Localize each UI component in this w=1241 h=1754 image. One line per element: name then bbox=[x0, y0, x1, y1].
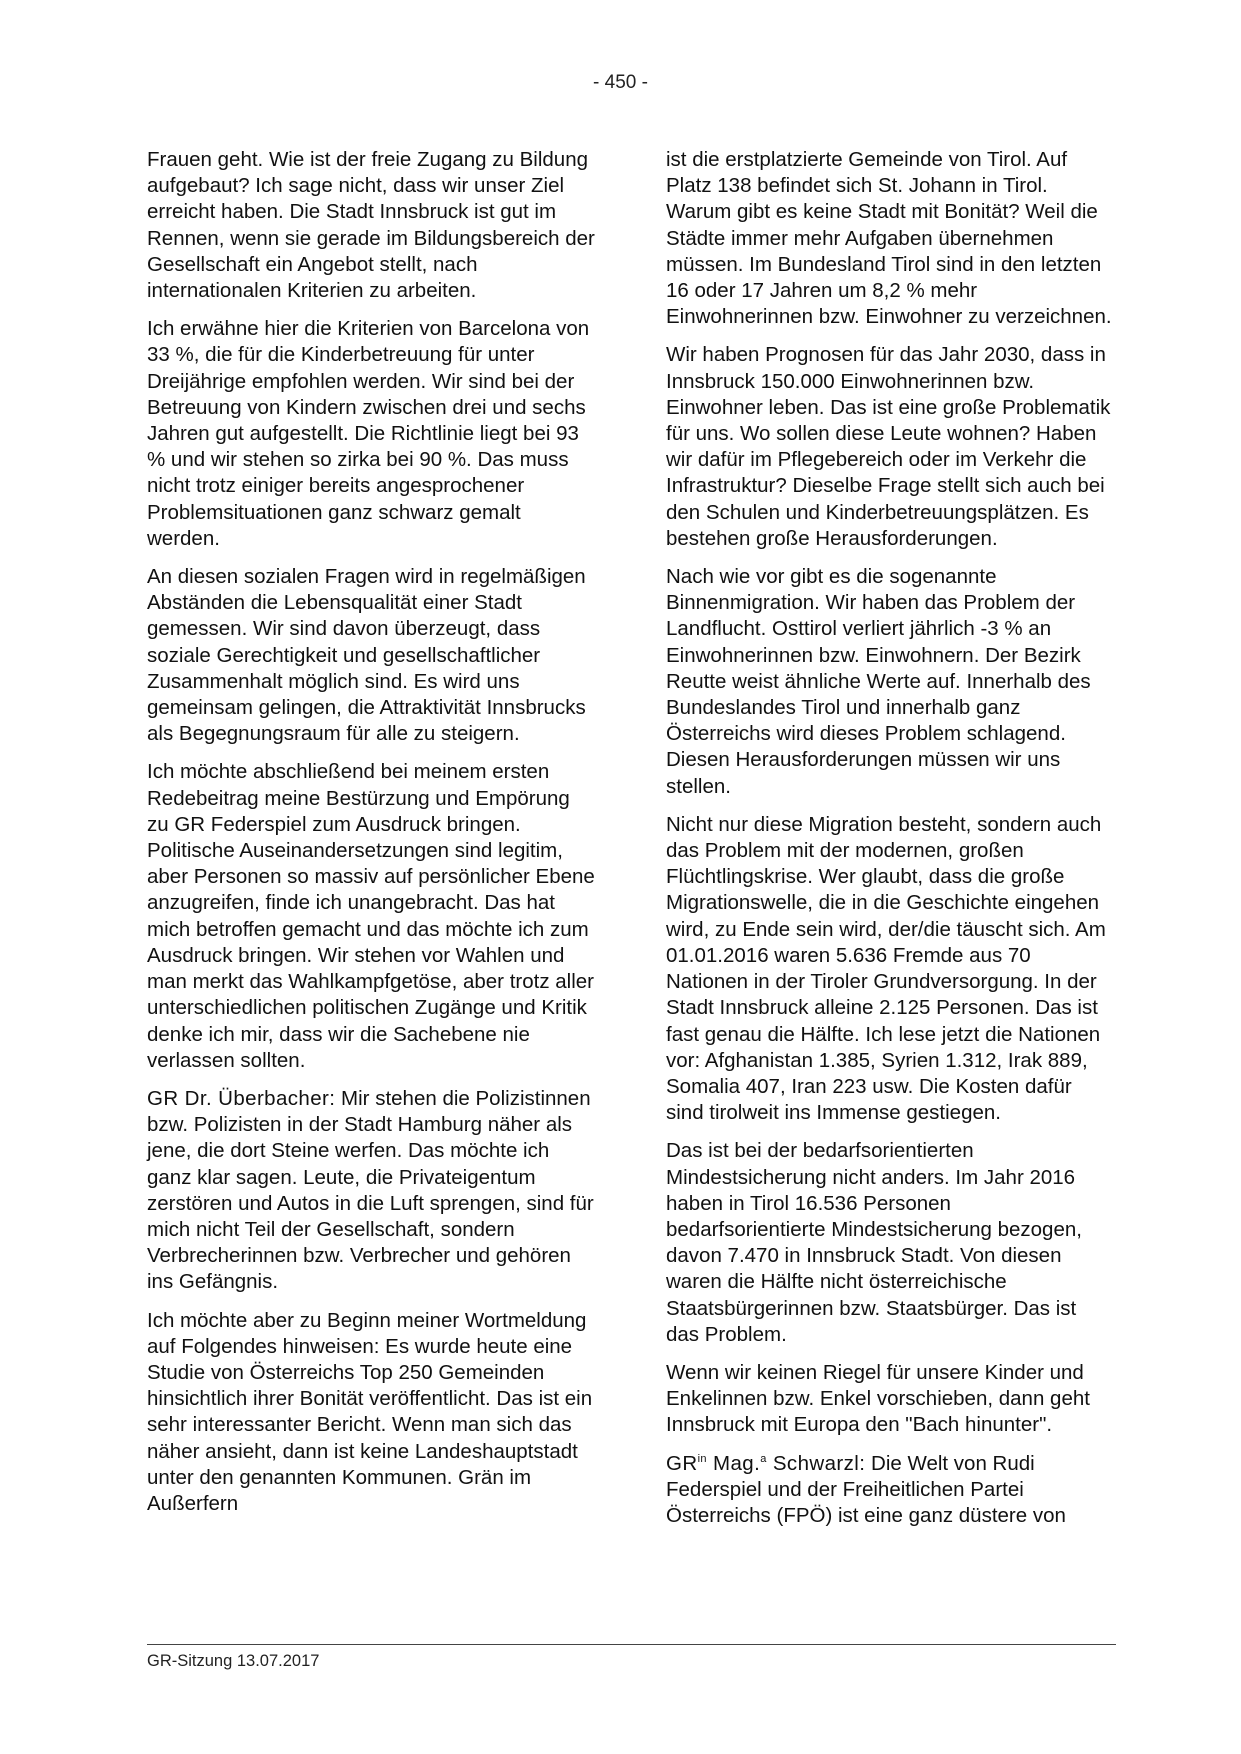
paragraph: Das ist bei der bedarfsorientierten Mindestsicherung nicht anders. Im Jahr 2016 haben in Tirol 16.536 Personen bedarfsorientierte Mindestsicherung bezogen, davon 7.470 in Innsbruck Stadt. Von diesen waren die Hälfte nicht österreichische Staatsbürgerinnen bzw. Staatsbürger. Das ist das Problem. bbox=[666, 1139, 1082, 1346]
speaker-surname: Schwarzl: bbox=[766, 1451, 866, 1475]
paragraph bbox=[147, 1086, 595, 1296]
page-number: - 450 - bbox=[593, 72, 648, 93]
footer-divider bbox=[147, 1644, 1116, 1645]
speaker-name bbox=[666, 1452, 865, 1475]
right-column bbox=[666, 147, 1114, 1541]
speech-text: Die Welt von Rudi Federspiel und der Freiheitlichen Partei Österreichs (FPÖ) ist eine ganz düstere von bbox=[666, 1451, 1066, 1527]
paragraph: Ich möchte aber zu Beginn meiner Wortmeldung auf Folgendes hinweisen: Es wurde heute eine Studie von Österreichs Top 250 Gemeinden hinsichtlich ihrer Bonität veröffentlicht. Das ist ein sehr interessanter Bericht. Wenn man sich das näher ansieht, dann ist keine Landeshauptstadt unter den genannten Kommunen. Grän im Außerfern bbox=[147, 1308, 593, 1515]
footer-session-date: GR-Sitzung 13.07.2017 bbox=[147, 1652, 320, 1670]
speaker-title: GR bbox=[666, 1451, 698, 1475]
paragraph: Frauen geht. Wie ist der freie Zugang zu Bildung aufgebaut? Ich sage nicht, dass wir unser Ziel erreicht haben. Die Stadt Innsbruck ist gut im Rennen, wenn sie gerade im Bildungsbereich der Gesellschaft ein Angebot stellt, nach internationalen Kriterien zu arbeiten. bbox=[147, 148, 595, 303]
paragraph: Ich erwähne hier die Kriterien von Barcelona von 33 %, die für die Kinderbetreuung für unter Dreijährige empfohlen werden. Wir sind bei der Betreuung von Kindern zwischen drei und sechs Jahren gut aufgestellt. Die Richtlinie liegt bei 93 % und wir stehen so zirka bei 90 %. Das muss nicht trotz einiger bereits angesprochener Problemsituationen ganz schwarz gemalt werden. bbox=[147, 317, 590, 550]
paragraph: Wir haben Prognosen für das Jahr 2030, dass in Innsbruck 150.000 Einwohnerinnen bzw. Einwohner leben. Das ist eine große Problematik für uns. Wo sollen diese Leute wohnen? Haben wir dafür im Pflegebereich oder im Verkehr die Infrastruktur? Dieselbe Frage stellt sich auch bei den Schulen und Kinderbetreuungsplätzen. Es bestehen große Herausforderungen. bbox=[666, 343, 1111, 550]
speaker-title-suffix: in bbox=[697, 1452, 707, 1465]
speaker-degree-suffix: a bbox=[760, 1452, 767, 1465]
paragraph: ist die erstplatzierte Gemeinde von Tirol. Auf Platz 138 befindet sich St. Johann in Tirol. Warum gibt es keine Stadt mit Bonität? Weil die Städte immer mehr Aufgaben übernehmen müssen. Im Bundesland Tirol sind in den letzten 16 oder 17 Jahren um 8,2 % mehr Einwohnerinnen bzw. Einwohner zu verzeichnen. bbox=[666, 148, 1112, 329]
paragraph bbox=[666, 1451, 1114, 1530]
paragraph: An diesen sozialen Fragen wird in regelmäßigen Abständen die Lebensqualität einer Stadt gemessen. Wir sind davon überzeugt, dass soziale Gerechtigkeit und gesellschaftlicher Zusammenhalt möglich sind. Es wird uns gemeinsam gelingen, die Attraktivität Innsbrucks als Begegnungsraum für alle zu steigern. bbox=[147, 565, 586, 746]
paragraph: Ich möchte abschließend bei meinem ersten Redebeitrag meine Bestürzung und Empörung zu GR Federspiel zum Ausdruck bringen. Politische Auseinandersetzungen sind legitim, aber Personen so massiv auf persönlicher Ebene anzugreifen, finde ich unangebracht. Das hat mich betroffen gemacht und das möchte ich zum Ausdruck bringen. Wir stehen vor Wahlen und man merkt das Wahlkampfgetöse, aber trotz aller unterschiedlichen politischen Zugänge und Kritik denke ich mir, dass wir die Sachebene nie verlassen sollten. bbox=[147, 760, 595, 1072]
paragraph: Wenn wir keinen Riegel für unsere Kinder und Enkelinnen bzw. Enkel vorschieben, dann geht Innsbruck mit Europa den "Bach hinunter". bbox=[666, 1360, 1090, 1437]
speaker-degree: Mag. bbox=[706, 1451, 761, 1475]
speaker-name: GR Dr. Überbacher: bbox=[147, 1086, 336, 1110]
speech-text: Mir stehen die Polizistinnen bzw. Polizisten in der Stadt Hamburg näher als jene, die dort Steine werfen. Das möchte ich ganz klar sagen. Leute, die Privateigentum zerstören und Autos in die Luft sprengen, sind für mich nicht Teil der Gesellschaft, sondern Verbrecherinnen bzw. Verbrecher und gehören ins Gefängnis. bbox=[147, 1086, 594, 1294]
paragraph: Nicht nur diese Migration besteht, sondern auch das Problem mit der modernen, großen Flüchtlingskrise. Wer glaubt, dass die große Migrationswelle, die in die Geschichte eingehen wird, zu Ende sein wird, der/die täuscht sich. Am 01.01.2016 waren 5.636 Fremde aus 70 Nationen in der Tiroler Grundversorgung. In der Stadt Innsbruck alleine 2.125 Personen. Das ist fast genau die Hälfte. Ich lese jetzt die Nationen vor: Afghanistan 1.385, Syrien 1.312, Irak 889, Somalia 407, Iran 223 usw. Die Kosten dafür sind tirolweit ins Immense gestiegen. bbox=[666, 812, 1106, 1125]
left-column bbox=[147, 147, 595, 1529]
paragraph: Nach wie vor gibt es die sogenannte Binnenmigration. Wir haben das Problem der Landflucht. Osttirol verliert jährlich -3 % an Einwohnerinnen bzw. Einwohnern. Der Bezirk Reutte weist ähnliche Werte auf. Innerhalb des Bundeslandes Tirol und innerhalb ganz Österreichs wird dieses Problem schlagend. Diesen Herausforderungen müssen wir uns stellen. bbox=[666, 565, 1091, 798]
